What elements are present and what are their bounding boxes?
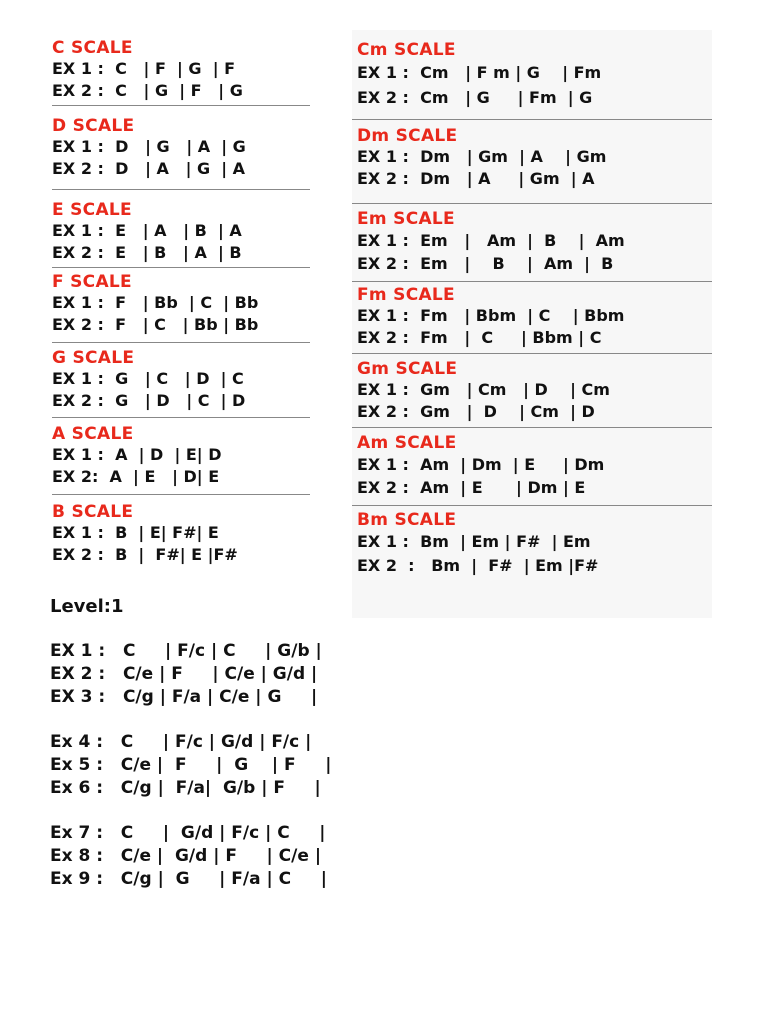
scale-ex2: EX 2 : C | G | F | G	[52, 81, 243, 100]
scale-block-e	[52, 200, 310, 264]
scale-title: E SCALE	[52, 200, 132, 220]
scale-title: D SCALE	[52, 116, 135, 136]
scale-ex2: EX 2 : E | B | A | B	[52, 243, 242, 262]
divider	[352, 353, 712, 354]
scale-block-bm	[357, 510, 717, 578]
scale-block-cm	[357, 40, 717, 110]
divider	[52, 417, 310, 418]
divider	[52, 105, 310, 106]
scale-ex2: EX 2 : Gm | D | Cm | D	[357, 402, 595, 421]
divider	[352, 119, 712, 120]
scale-title: C SCALE	[52, 38, 133, 58]
scale-ex1: EX 1 : Cm | F m | G | Fm	[357, 63, 602, 82]
scale-block-g	[52, 348, 310, 412]
scale-ex1: EX 1 : Gm | Cm | D | Cm	[357, 380, 610, 399]
scale-block-b	[52, 502, 310, 566]
scale-title: F SCALE	[52, 272, 132, 292]
scale-block-a	[52, 424, 310, 488]
scale-ex1: EX 1 : Fm | Bbm | C | Bbm	[357, 306, 625, 325]
level-title: Level:1	[50, 596, 124, 617]
scale-ex2: EX 2: A | E | D| E	[52, 467, 220, 486]
divider	[352, 203, 712, 204]
scale-title: Am SCALE	[357, 433, 457, 453]
scale-ex1: EX 1 : Bm | Em | F# | Em	[357, 532, 591, 551]
divider	[352, 427, 712, 428]
scale-title: Fm SCALE	[357, 285, 455, 305]
scale-title: Em SCALE	[357, 209, 455, 229]
scale-title: Dm SCALE	[357, 126, 458, 146]
scale-ex1: EX 1 : E | A | B | A	[52, 221, 242, 240]
scale-ex2: EX 2 : Am | E | Dm | E	[357, 478, 586, 497]
scale-ex1: EX 1 : C | F | G | F	[52, 59, 236, 78]
scale-ex2: EX 2 : Cm | G | Fm | G	[357, 88, 593, 107]
scale-ex1: EX 1 : Dm | Gm | A | Gm	[357, 147, 607, 166]
scale-ex1: EX 1 : F | Bb | C | Bb	[52, 293, 259, 312]
scale-ex2: EX 2 : Fm | C | Bbm | C	[357, 328, 602, 347]
scale-ex1: EX 1 : B | E| F#| E	[52, 523, 219, 542]
divider	[52, 342, 310, 343]
exercise-line: Ex 4 : C | F/c | G/d | F/c |	[50, 732, 312, 752]
scale-ex1: EX 1 : D | G | A | G	[52, 137, 246, 156]
exercise-line: Ex 6 : C/g | F/a| G/b | F |	[50, 778, 321, 798]
scale-ex2: EX 2 : Em | B | Am | B	[357, 254, 614, 273]
exercise-line: Ex 9 : C/g | G | F/a | C |	[50, 869, 327, 889]
divider	[352, 505, 712, 506]
scale-title: G SCALE	[52, 348, 135, 368]
scale-ex1: EX 1 : A | D | E| D	[52, 445, 222, 464]
exercise-group-2	[50, 731, 430, 800]
scale-ex2: EX 2 : D | A | G | A	[52, 159, 246, 178]
scale-title: Gm SCALE	[357, 359, 458, 379]
scale-ex2: EX 2 : G | D | C | D	[52, 391, 246, 410]
scale-block-am	[357, 433, 717, 499]
scale-ex2: EX 2 : F | C | Bb | Bb	[52, 315, 259, 334]
exercise-line: EX 3 : C/g | F/a | C/e | G |	[50, 687, 318, 707]
scale-block-dm	[357, 126, 717, 190]
scale-ex2: EX 2 : Dm | A | Gm | A	[357, 169, 595, 188]
level-section	[50, 595, 430, 891]
divider	[52, 189, 310, 190]
exercise-group-1	[50, 640, 430, 709]
exercise-line: EX 1 : C | F/c | C | G/b |	[50, 641, 322, 661]
scale-ex2: EX 2 : B | F#| E |F#	[52, 545, 238, 564]
exercise-line: EX 2 : C/e | F | C/e | G/d |	[50, 664, 318, 684]
scale-ex2: EX 2 : Bm | F# | Em |F#	[357, 556, 599, 575]
exercise-line: Ex 8 : C/e | G/d | F | C/e |	[50, 846, 322, 866]
scale-block-f	[52, 272, 310, 336]
minor-scales-column	[352, 30, 712, 618]
divider	[52, 267, 310, 268]
divider	[352, 281, 712, 282]
scale-block-gm	[357, 359, 717, 423]
scale-block-d	[52, 116, 310, 180]
scale-title: Bm SCALE	[357, 510, 457, 530]
scale-ex1: EX 1 : G | C | D | C	[52, 369, 244, 388]
scale-title: A SCALE	[52, 424, 134, 444]
divider	[52, 494, 310, 495]
exercise-group-3	[50, 822, 430, 891]
exercise-line: Ex 7 : C | G/d | F/c | C |	[50, 823, 326, 843]
scale-title: Cm SCALE	[357, 40, 456, 60]
exercise-line: Ex 5 : C/e | F | G | F |	[50, 755, 332, 775]
scale-title: B SCALE	[52, 502, 134, 522]
scale-block-fm	[357, 285, 717, 349]
scale-ex1: EX 1 : Em | Am | B | Am	[357, 231, 625, 250]
scale-block-em	[357, 209, 717, 275]
scale-ex1: EX 1 : Am | Dm | E | Dm	[357, 455, 605, 474]
scale-block-c	[52, 38, 310, 102]
